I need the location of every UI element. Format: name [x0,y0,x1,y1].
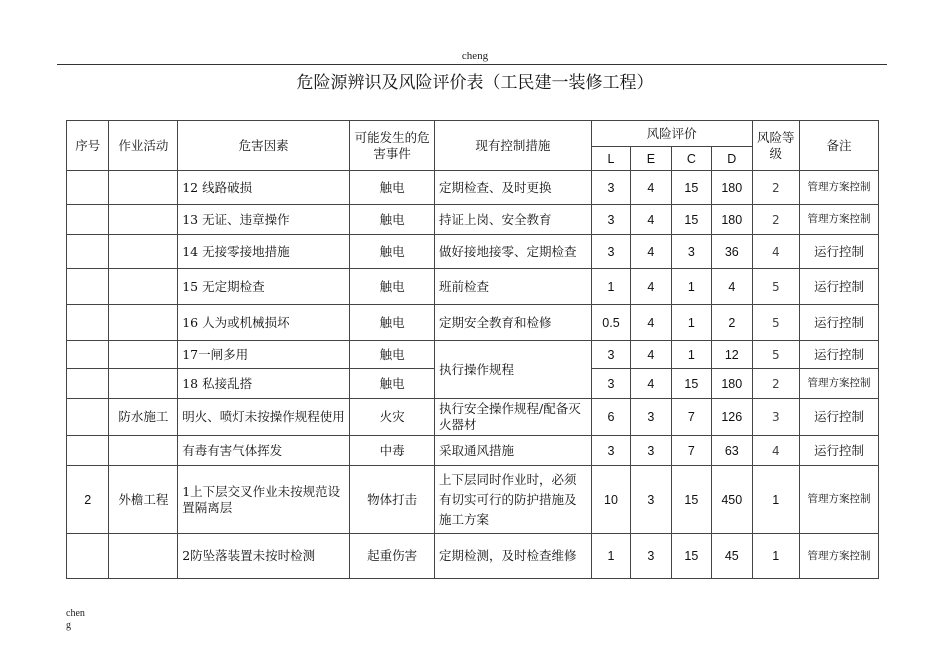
cell-remark: 运行控制 [800,269,879,305]
cell-event: 触电 [350,171,435,205]
cell-e: 4 [631,341,671,369]
cell-hazard: 有毒有害气体挥发 [178,436,350,466]
cell-event: 火灾 [350,399,435,436]
cell-no: 2 [67,466,109,534]
cell-no [67,534,109,579]
cell-activity [109,171,178,205]
cell-e: 4 [631,269,671,305]
cell-no [67,436,109,466]
cell-no [67,305,109,341]
cell-remark: 运行控制 [800,305,879,341]
cell-event: 触电 [350,269,435,305]
cell-control: 执行安全操作规程/配备灭火器材 [435,399,592,436]
cell-activity [109,534,178,579]
cell-control: 定期安全教育和检修 [435,305,592,341]
cell-event: 触电 [350,205,435,235]
cell-l: 1 [591,269,630,305]
cell-control: 定期检查、及时更换 [435,171,592,205]
cell-l: 3 [591,369,630,399]
cell-no [67,205,109,235]
cell-event: 触电 [350,305,435,341]
cell-level: 5 [752,305,800,341]
header-control: 现有控制措施 [435,121,592,171]
header-l: L [591,147,630,171]
cell-c: 15 [671,171,711,205]
cell-c: 3 [671,235,711,269]
header-level: 风险等级 [752,121,800,171]
page-header-text: cheng [461,50,489,62]
cell-control: 定期检测，及时检查维修 [435,534,592,579]
cell-level: 3 [752,399,800,436]
cell-e: 3 [631,436,671,466]
header-d: D [712,147,752,171]
cell-control: 上下层同时作业时，必须有切实可行的防护措施及施工方案 [435,466,592,534]
cell-activity [109,305,178,341]
table-row [67,436,879,466]
cell-d: 4 [712,269,752,305]
table-row [67,235,879,269]
header-no: 序号 [67,121,109,171]
cell-d: 180 [712,205,752,235]
cell-no [67,171,109,205]
cell-hazard: 17一闸多用 [178,341,350,369]
cell-l: 6 [591,399,630,436]
cell-d: 2 [712,305,752,341]
cell-hazard: 16 人为或机械损坏 [178,305,350,341]
cell-hazard: 18 私接乱搭 [178,369,350,399]
cell-e: 3 [631,399,671,436]
cell-d: 12 [712,341,752,369]
header-event: 可能发生的危害事件 [350,121,435,171]
cell-e: 3 [631,466,671,534]
cell-c: 1 [671,341,711,369]
cell-level: 4 [752,235,800,269]
cell-d: 180 [712,369,752,399]
cell-event: 触电 [350,369,435,399]
cell-level: 5 [752,269,800,305]
cell-activity: 防水施工 [109,399,178,436]
table-row [67,171,879,205]
cell-d: 45 [712,534,752,579]
cell-activity [109,436,178,466]
cell-d: 450 [712,466,752,534]
page-title: 危险源辨识及风险评价表（工民建一装修工程） [296,73,654,93]
cell-level: 1 [752,466,800,534]
cell-event: 触电 [350,235,435,269]
cell-c: 7 [671,436,711,466]
cell-no [67,269,109,305]
cell-l: 10 [591,466,630,534]
cell-l: 3 [591,341,630,369]
cell-level: 4 [752,436,800,466]
cell-d: 36 [712,235,752,269]
cell-hazard: 1上下层交叉作业未按规范设置隔离层 [178,466,350,534]
cell-control: 执行操作规程 [435,341,592,399]
header-c: C [671,147,711,171]
cell-activity [109,235,178,269]
cell-d: 126 [712,399,752,436]
table-row [67,534,879,579]
cell-e: 4 [631,235,671,269]
cell-d: 63 [712,436,752,466]
cell-activity: 外檐工程 [109,466,178,534]
cell-level: 1 [752,534,800,579]
table-row [67,305,879,341]
page-footer-text: cheng [66,608,85,631]
cell-l: 1 [591,534,630,579]
cell-hazard: 14 无接零接地措施 [178,235,350,269]
cell-level: 2 [752,369,800,399]
cell-hazard: 15 无定期检查 [178,269,350,305]
cell-c: 15 [671,369,711,399]
table-row [67,205,879,235]
header-activity: 作业活动 [109,121,178,171]
cell-remark: 运行控制 [800,341,879,369]
cell-l: 3 [591,436,630,466]
header-hazard: 危害因素 [178,121,350,171]
cell-l: 3 [591,205,630,235]
cell-remark: 管理方案控制 [800,466,879,534]
cell-c: 1 [671,305,711,341]
cell-level: 2 [752,205,800,235]
table-row [67,466,879,534]
cell-activity [109,369,178,399]
cell-event: 物体打击 [350,466,435,534]
cell-e: 4 [631,205,671,235]
cell-remark: 运行控制 [800,235,879,269]
table-row [67,399,879,436]
cell-no [67,369,109,399]
cell-activity [109,269,178,305]
cell-l: 3 [591,171,630,205]
cell-hazard: 明火、喷灯未按操作规程使用 [178,399,350,436]
header-rule [57,64,887,65]
cell-no [67,399,109,436]
cell-no [67,341,109,369]
cell-remark: 管理方案控制 [800,534,879,579]
header-remark: 备注 [800,121,879,171]
header-risk-eval: 风险评价 [591,121,752,147]
cell-remark: 运行控制 [800,436,879,466]
table-row [67,269,879,305]
risk-evaluation-table [66,120,879,579]
cell-remark: 运行控制 [800,399,879,436]
cell-c: 15 [671,534,711,579]
cell-c: 7 [671,399,711,436]
cell-hazard: 13 无证、违章操作 [178,205,350,235]
table-row [67,341,879,369]
cell-l: 0.5 [591,305,630,341]
cell-e: 4 [631,171,671,205]
cell-c: 15 [671,205,711,235]
cell-event: 中毒 [350,436,435,466]
cell-c: 15 [671,466,711,534]
cell-remark: 管理方案控制 [800,171,879,205]
cell-remark: 管理方案控制 [800,369,879,399]
cell-control: 做好接地接零、定期检查 [435,235,592,269]
cell-e: 3 [631,534,671,579]
header-e: E [631,147,671,171]
cell-l: 3 [591,235,630,269]
cell-event: 触电 [350,341,435,369]
cell-e: 4 [631,369,671,399]
cell-level: 5 [752,341,800,369]
cell-control: 班前检查 [435,269,592,305]
cell-level: 2 [752,171,800,205]
cell-activity [109,341,178,369]
cell-d: 180 [712,171,752,205]
cell-activity [109,205,178,235]
cell-c: 1 [671,269,711,305]
cell-control: 持证上岗、安全教育 [435,205,592,235]
cell-no [67,235,109,269]
cell-e: 4 [631,305,671,341]
cell-control: 采取通风措施 [435,436,592,466]
cell-hazard: 12 线路破损 [178,171,350,205]
cell-hazard: 2防坠落装置未按时检测 [178,534,350,579]
cell-remark: 管理方案控制 [800,205,879,235]
cell-event: 起重伤害 [350,534,435,579]
